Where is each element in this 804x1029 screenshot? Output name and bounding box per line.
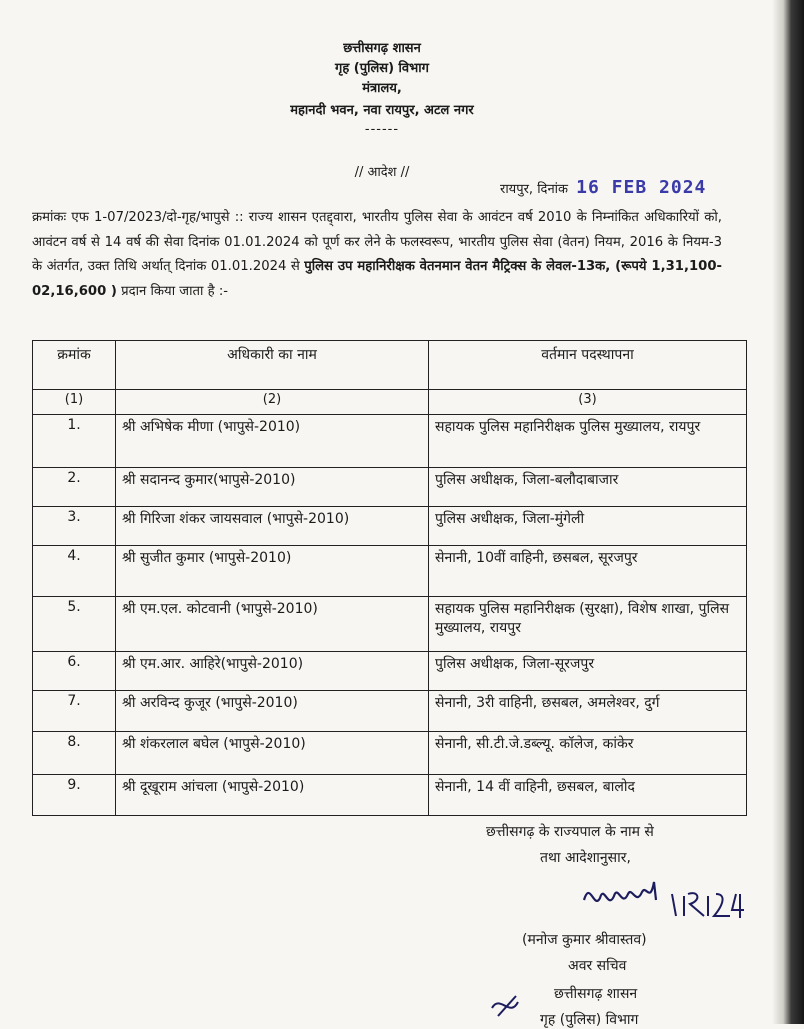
- row-name: श्री एम.एल. कोटवानी (भापुसे-2010): [116, 597, 429, 652]
- row-sn: 9.: [33, 775, 116, 816]
- row-name: श्री दूखूराम आंचला (भापुसे-2010): [116, 775, 429, 816]
- row-posting: पुलिस अधीक्षक, जिला-सूरजपुर: [429, 652, 747, 691]
- date-line: [500, 177, 706, 198]
- row-name: श्री एम.आर. आहिरे(भापुसे-2010): [116, 652, 429, 691]
- paragraph-text-1: क्रमांकः एफ 1-07/2023/दो-गृह/भापुसे :: राज्य शासन एतद्द्वारा, भारतीय पुलिस सेवा के आवंटन वर्ष 2010 के निम्नांकित अधिकारियों को, आवंटन वर्ष से 14 वर्ष की सेवा दिनांक 01.01.2024 को पूर्ण कर लेने के फलस्वरूप, भारतीय पुलिस सेवा (वेतन) नियम, 2016 के नियम-3 के अंतर्गत, उक्त तिथि अर्थात् दिनांक 01.01.2024 से: [32, 210, 722, 274]
- table-header-row: [33, 341, 747, 390]
- order-title: // आदेश //: [354, 165, 410, 180]
- row-posting: पुलिस अधीक्षक, जिला-मुंगेली: [429, 507, 747, 546]
- row-posting: सेनानी, 14 वीं वाहिनी, छसबल, बालोद: [429, 775, 747, 816]
- signoff-department: गृह (पुलिस) विभाग: [540, 1012, 639, 1028]
- ministry-name: मंत्रालय,: [362, 81, 402, 96]
- row-name: श्री सदानन्द कुमार(भापुसे-2010): [116, 468, 429, 507]
- colnum-1: (1): [33, 390, 116, 415]
- header-name: अधिकारी का नाम: [116, 341, 429, 390]
- header-sn: क्रमांक: [33, 341, 116, 390]
- order-paragraph: [32, 206, 722, 304]
- row-name: श्री शंकरलाल बघेल (भापुसे-2010): [116, 732, 429, 775]
- paragraph-bold: पुलिस उप महानिरीक्षक वेतनमान वेतन मैट्रिक्स के लेवल-13क, (रूपये 1,31,100-02,16,600 ): [32, 259, 722, 299]
- address: महानदी भवन, नवा रायपुर, अटल नगर: [290, 103, 474, 118]
- table-row: [33, 732, 747, 775]
- gov-name: छत्तीसगढ़ शासन: [343, 41, 421, 56]
- department-name: गृह (पुलिस) विभाग: [335, 61, 429, 76]
- row-posting: पुलिस अधीक्षक, जिला-बलौदाबाजार: [429, 468, 747, 507]
- row-sn: 4.: [33, 546, 116, 597]
- officers-table: [32, 340, 747, 816]
- row-posting: सेनानी, 10वीं वाहिनी, छसबल, सूरजपुर: [429, 546, 747, 597]
- row-sn: 2.: [33, 468, 116, 507]
- initial-mark: [488, 988, 528, 1022]
- table-row: [33, 415, 747, 468]
- colnum-2: (2): [116, 390, 429, 415]
- row-name: श्री अरविन्द कुजूर (भापुसे-2010): [116, 691, 429, 732]
- row-name: श्री अभिषेक मीणा (भापुसे-2010): [116, 415, 429, 468]
- row-posting: सहायक पुलिस महानिरीक्षक पुलिस मुख्यालय, रायपुर: [429, 415, 747, 468]
- signatory-name: (मनोज कुमार श्रीवास्तव): [522, 932, 647, 948]
- row-sn: 5.: [33, 597, 116, 652]
- row-sn: 6.: [33, 652, 116, 691]
- row-sn: 7.: [33, 691, 116, 732]
- table-row: [33, 691, 747, 732]
- row-posting: सेनानी, सी.टी.जे.डब्ल्यू. कॉलेज, कांकेर: [429, 732, 747, 775]
- signoff-government: छत्तीसगढ़ शासन: [554, 986, 638, 1002]
- row-posting: सहायक पुलिस महानिरीक्षक (सुरक्षा), विशेष शाखा, पुलिस मुख्यालय, रायपुर: [429, 597, 747, 652]
- signoff-line-1: छत्तीसगढ़ के राज्यपाल के नाम से: [486, 824, 654, 840]
- date-stamp: 16 FEB 2024: [576, 177, 707, 198]
- table-row: [33, 775, 747, 816]
- row-sn: 3.: [33, 507, 116, 546]
- signatory-designation: अवर सचिव: [568, 958, 627, 974]
- row-sn: 1.: [33, 415, 116, 468]
- header-posting: वर्तमान पदस्थापना: [429, 341, 747, 390]
- row-name: श्री सुजीत कुमार (भापुसे-2010): [116, 546, 429, 597]
- colnum-3: (3): [429, 390, 747, 415]
- signoff-line-2: तथा आदेशानुसार,: [540, 850, 631, 866]
- table-colnum-row: [33, 390, 747, 415]
- header-separator: ------: [364, 122, 400, 137]
- handwritten-signature: [580, 870, 780, 930]
- table-row: [33, 597, 747, 652]
- table-row: [33, 468, 747, 507]
- table-row: [33, 507, 747, 546]
- date-label: रायपुर, दिनांक: [500, 182, 569, 197]
- table-row: [33, 652, 747, 691]
- table-row: [33, 546, 747, 597]
- row-sn: 8.: [33, 732, 116, 775]
- row-name: श्री गिरिजा शंकर जायसवाल (भापुसे-2010): [116, 507, 429, 546]
- row-posting: सेनानी, 3री वाहिनी, छसबल, अमलेश्वर, दुर्ग: [429, 691, 747, 732]
- paragraph-text-2: प्रदान किया जाता है :-: [121, 283, 229, 299]
